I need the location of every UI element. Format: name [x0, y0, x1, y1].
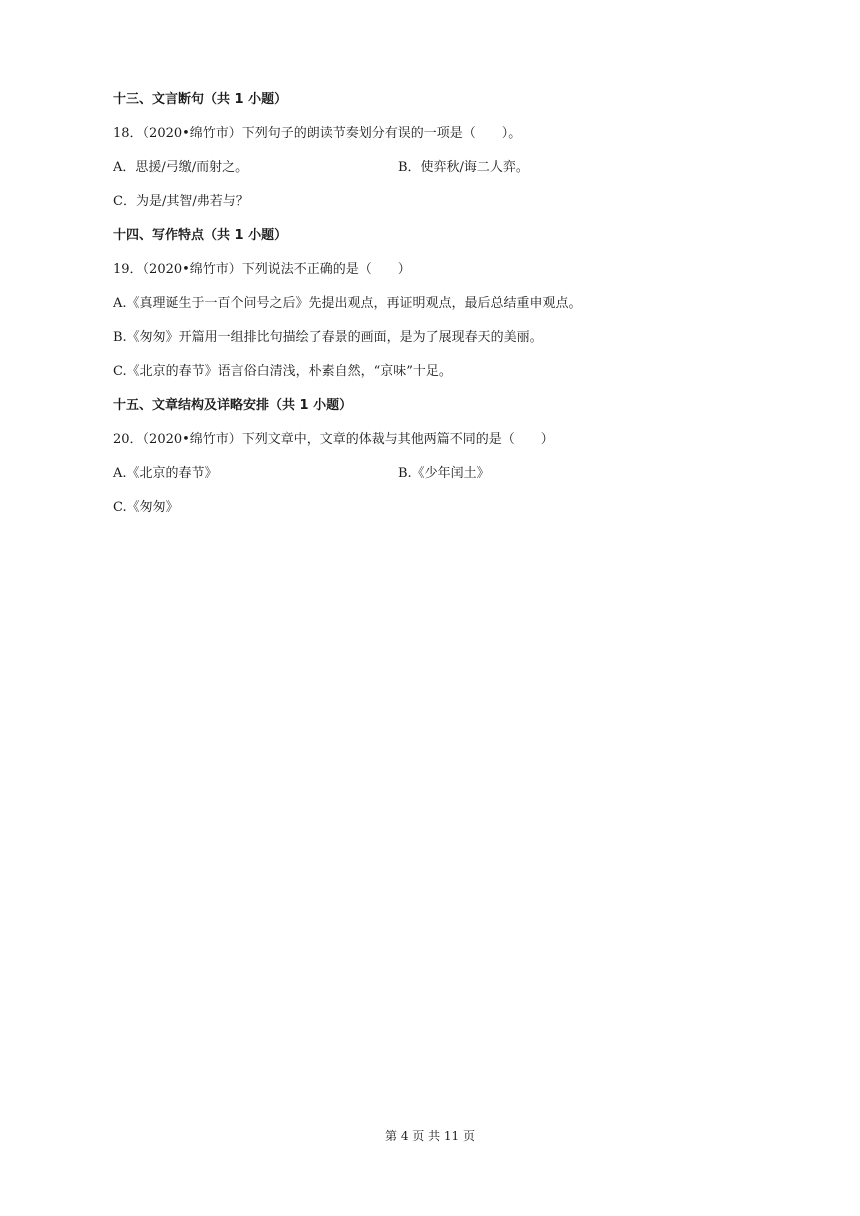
- section-13-heading: 十三、文言断句（共 1 小题）: [113, 92, 288, 107]
- question-19-option-c: C.《北京的春节》语言俗白清浅，朴素自然，“京味”十足。: [113, 364, 452, 379]
- question-19-option-b: B.《匆匆》开篇用一组排比句描绘了春景的画面，是为了展现春天的美丽。: [113, 330, 543, 345]
- question-18-option-a: A．思援/弓缴/而射之。: [113, 160, 249, 175]
- question-19-option-a: A.《真理诞生于一百个问号之后》先提出观点，再证明观点，最后总结重申观点。: [113, 296, 582, 311]
- section-15-heading: 十五、文章结构及详略安排（共 1 小题）: [113, 398, 353, 413]
- question-20-option-a: A.《北京的春节》: [113, 466, 218, 481]
- question-18: 18．（2020•绵竹市）下列句子的朗读节奏划分有误的一项是（ ）。: [113, 126, 522, 141]
- question-18-option-b: B．使弈秋/诲二人弈。: [398, 160, 529, 175]
- question-20-option-b: B.《少年闰土》: [398, 466, 490, 481]
- question-18-option-c: C．为是/其智/弗若与？: [113, 194, 249, 209]
- page-footer: 第 4 页 共 11 页: [385, 1129, 475, 1143]
- question-20: 20．（2020•绵竹市）下列文章中，文章的体裁与其他两篇不同的是（ ）: [113, 432, 554, 447]
- question-19: 19．（2020•绵竹市）下列说法不正确的是（ ）: [113, 262, 411, 277]
- section-14-heading: 十四、写作特点（共 1 小题）: [113, 228, 288, 243]
- question-20-option-c: C.《匆匆》: [113, 500, 179, 515]
